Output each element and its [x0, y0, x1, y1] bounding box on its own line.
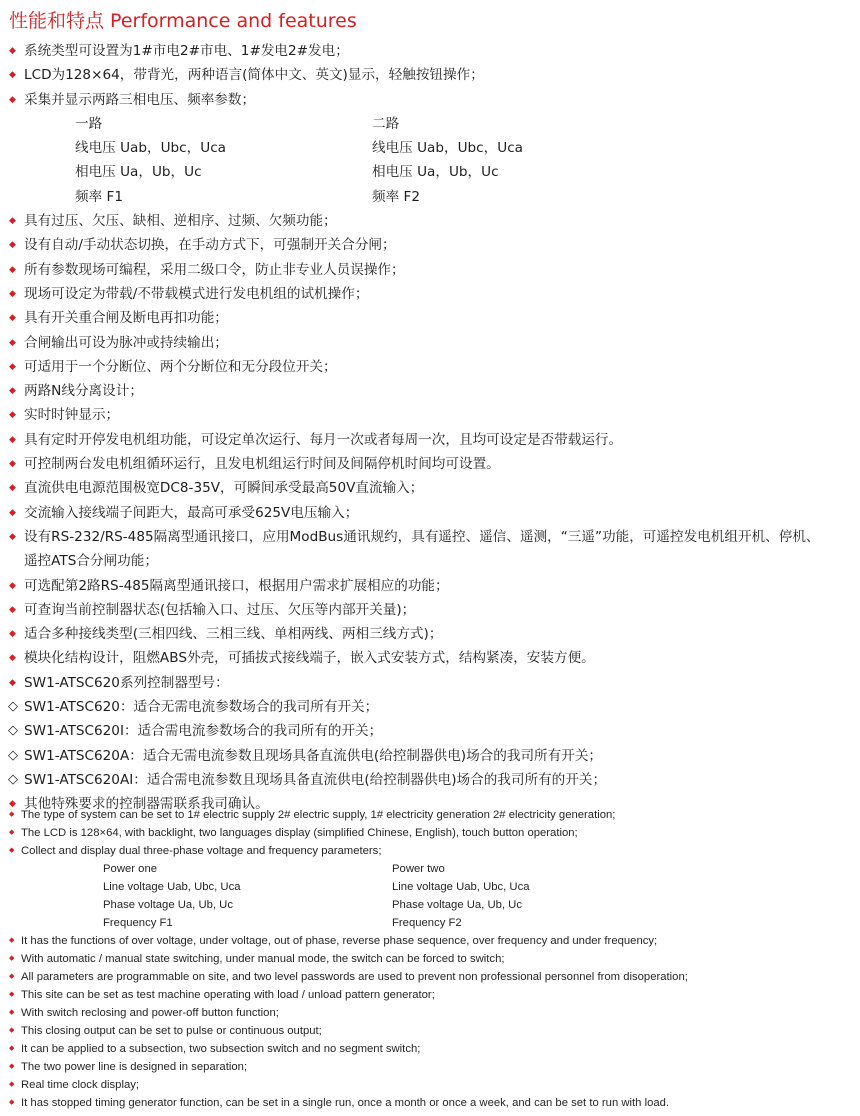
parameter-row — [0, 136, 860, 160]
list-item — [0, 39, 860, 63]
red-diamond-bullet-icon: ◆ — [9, 1045, 15, 1052]
list-item-text: It has the functions of over voltage, under voltage, out of phase, reverse phase sequence, over frequency and under frequency; — [21, 935, 658, 947]
list-item — [0, 824, 860, 842]
list-item — [0, 695, 860, 719]
power-two-cell: 二路 — [372, 115, 400, 132]
red-diamond-bullet-icon: ◆ — [9, 410, 16, 421]
list-item — [0, 574, 860, 598]
list-item — [0, 1058, 860, 1076]
list-item — [0, 355, 860, 379]
red-diamond-bullet-icon: ◆ — [9, 483, 16, 494]
red-diamond-bullet-icon: ◆ — [9, 288, 16, 299]
parameter-row — [0, 112, 860, 136]
red-diamond-bullet-icon: ◆ — [9, 531, 16, 542]
list-item-text: 可选配第2路RS-485隔离型通讯接口，根据用户需求扩展相应的功能； — [24, 577, 449, 594]
list-item-text: 所有参数现场可编程，采用二级口令，防止非专业人员误操作； — [24, 261, 405, 278]
list-item — [0, 1040, 860, 1058]
power-two-cell: Frequency F2 — [392, 917, 462, 929]
list-item-text: 具有定时开停发电机组功能，可设定单次运行、每月一次或者每周一次，且均可设定是否带载运行。 — [24, 431, 623, 448]
list-item — [0, 671, 860, 695]
power-one-cell: Phase voltage Ua, Ub, Uc — [103, 899, 233, 911]
power-two-cell: 线电压 Uab，Ubc，Uca — [372, 140, 524, 157]
list-item-text: Real time clock display; — [21, 1079, 140, 1091]
list-item — [0, 842, 860, 860]
list-item — [0, 306, 860, 330]
list-item-text: LCD为128×64，带背光，两种语言(简体中文、英文)显示，轻触按钮操作； — [24, 67, 484, 84]
red-diamond-bullet-icon: ◆ — [9, 580, 16, 591]
power-one-cell: Line voltage Uab, Ubc, Uca — [103, 881, 241, 893]
list-item-text: 具有开关重合闸及断电再扣功能； — [24, 310, 228, 327]
red-diamond-bullet-icon: ◆ — [9, 1009, 15, 1016]
list-item — [0, 806, 860, 824]
list-item-text: 设有自动/手动状态切换，在手动方式下，可强制开关合分闸； — [24, 237, 396, 254]
power-one-cell: Power one — [103, 863, 158, 875]
list-item — [0, 403, 860, 427]
red-diamond-bullet-icon: ◆ — [9, 937, 15, 944]
red-diamond-bullet-icon: ◆ — [9, 1027, 15, 1034]
list-item-text: 设有RS-232/RS-485隔离型通讯接口，应用ModBus通讯规约，具有遥控、遥信、遥测，“三遥”功能，可遥控发电机组开机、停机、 — [24, 528, 820, 545]
red-diamond-bullet-icon: ◆ — [9, 1099, 15, 1106]
list-item-text: 合闸输出可设为脉冲或持续输出； — [24, 334, 228, 351]
red-diamond-bullet-icon: ◆ — [9, 507, 16, 518]
red-diamond-bullet-icon: ◆ — [9, 216, 16, 227]
list-item — [0, 719, 860, 743]
list-item-text: 其他特殊要求的控制器需联系我司确认。 — [24, 796, 269, 813]
power-one-cell: 一路 — [75, 115, 103, 132]
list-item-text: The LCD is 128×64, with backlight, two languages display (simplified Chinese, English), touch button operation; — [21, 827, 578, 839]
list-item — [0, 598, 860, 622]
power-two-cell: Line voltage Uab, Ubc, Uca — [392, 881, 530, 893]
list-item-text: It has stopped timing generator function, can be set in a single run, once a month or once a week, and can be set to run with load. — [21, 1097, 670, 1109]
power-two-cell: 频率 F2 — [372, 188, 420, 205]
list-item-text: This closing output can be set to pulse or continuous output; — [21, 1025, 322, 1037]
list-item-text: SW1-ATSC620I：适合需电流参数场合的我司所有的开关； — [24, 723, 383, 740]
list-item — [0, 744, 860, 768]
list-item-text: 交流输入接线端子间距大，最高可承受625V电压输入； — [24, 504, 359, 521]
red-diamond-bullet-icon: ◆ — [9, 604, 16, 615]
list-item — [0, 233, 860, 257]
list-item — [0, 501, 860, 525]
list-item — [0, 1004, 860, 1022]
red-diamond-bullet-icon: ◆ — [9, 811, 15, 818]
list-item-text: 系统类型可设置为1#市电2#市电、1#发电2#发电； — [24, 43, 349, 59]
list-item — [0, 428, 860, 452]
red-diamond-bullet-icon: ◆ — [9, 337, 16, 348]
list-item-text: SW1-ATSC620AI：适合需电流参数且现场具备直流供电(给控制器供电)场合的我司所有的开关； — [24, 771, 607, 788]
list-item-text: 两路N线分离设计； — [24, 383, 143, 400]
list-item-text: This site can be set as test machine operating with load / unload pattern generator; — [21, 989, 435, 1001]
hollow-diamond-bullet-icon: ◇ — [8, 747, 18, 763]
hollow-diamond-bullet-icon: ◇ — [8, 723, 18, 739]
parameter-row — [0, 160, 860, 184]
list-item — [0, 986, 860, 1004]
power-one-cell: 频率 F1 — [75, 188, 123, 205]
red-diamond-bullet-icon: ◆ — [9, 240, 16, 251]
list-item — [0, 622, 860, 646]
chinese-feature-list — [0, 39, 860, 817]
list-item — [0, 88, 860, 112]
list-item — [0, 258, 860, 282]
power-two-cell: 相电压 Ua，Ub，Uc — [372, 164, 499, 181]
list-item-text: SW1-ATSC620系列控制器型号： — [24, 674, 229, 691]
list-item — [0, 452, 860, 476]
list-item-text: 模块化结构设计，阻燃ABS外壳，可插拔式接线端子，嵌入式安装方式，结构紧凑，安装方便。 — [24, 650, 595, 667]
list-item-text: 具有过压、欠压、缺相、逆相序、过频、欠频功能； — [24, 213, 337, 230]
list-item-text: SW1-ATSC620：适合无需电流参数场合的我司所有开关； — [24, 699, 379, 716]
list-item — [0, 1076, 860, 1094]
list-item — [0, 646, 860, 670]
red-diamond-bullet-icon: ◆ — [9, 386, 16, 397]
list-item-text: All parameters are programmable on site, and two level passwords are used to prevent non professional personnel from disoperation; — [21, 971, 688, 983]
list-item — [0, 549, 860, 573]
red-diamond-bullet-icon: ◆ — [9, 1081, 15, 1088]
red-diamond-bullet-icon: ◆ — [9, 973, 15, 980]
list-item — [0, 63, 860, 87]
list-item-text: 可查询当前控制器状态(包括输入口、过压、欠压等内部开关量)； — [24, 601, 416, 618]
list-item — [0, 331, 860, 355]
list-item-text: 可适用于一个分断位、两个分断位和无分段位开关； — [24, 358, 337, 375]
red-diamond-bullet-icon: ◆ — [9, 955, 15, 962]
red-diamond-bullet-icon: ◆ — [9, 70, 16, 81]
parameter-row — [0, 878, 860, 896]
list-item-text: The two power line is designed in separation; — [21, 1061, 248, 1073]
parameter-row — [0, 914, 860, 932]
list-item-text: 采集并显示两路三相电压、频率参数； — [24, 91, 256, 108]
list-item — [0, 950, 860, 968]
red-diamond-bullet-icon: ◆ — [9, 264, 16, 275]
red-diamond-bullet-icon: ◆ — [9, 629, 16, 640]
red-diamond-bullet-icon: ◆ — [9, 46, 16, 56]
red-diamond-bullet-icon: ◆ — [9, 361, 16, 372]
red-diamond-bullet-icon: ◆ — [9, 829, 15, 836]
list-item — [0, 932, 860, 950]
hollow-diamond-bullet-icon: ◇ — [8, 771, 18, 787]
list-item — [0, 968, 860, 986]
list-item-text: With switch reclosing and power-off button function; — [21, 1007, 279, 1019]
red-diamond-bullet-icon: ◆ — [9, 991, 15, 998]
list-item-text: 适合多种接线类型(三相四线、三相三线、单相两线、两相三线方式)； — [24, 626, 443, 643]
power-one-cell: 相电压 Ua，Ub，Uc — [75, 164, 202, 181]
list-item-text: SW1-ATSC620A：适合无需电流参数且现场具备直流供电(给控制器供电)场合的我司所有开关； — [24, 747, 603, 764]
list-item-text: 直流供电电源范围极宽DC8-35V，可瞬间承受最高50V直流输入； — [24, 480, 424, 497]
list-item — [0, 476, 860, 500]
list-item-text: 可控制两台发电机组循环运行，且发电机组运行时间及间隔停机时间均可设置。 — [24, 456, 500, 473]
red-diamond-bullet-icon: ◆ — [9, 1063, 15, 1070]
parameter-row — [0, 185, 860, 209]
parameter-row — [0, 896, 860, 914]
red-diamond-bullet-icon: ◆ — [9, 459, 16, 470]
list-item-text: 现场可设定为带载/不带载模式进行发电机组的试机操作； — [24, 285, 369, 302]
red-diamond-bullet-icon: ◆ — [9, 653, 16, 664]
english-feature-list — [0, 806, 860, 1112]
list-item — [0, 768, 860, 792]
parameter-row — [0, 860, 860, 878]
red-diamond-bullet-icon: ◆ — [9, 677, 16, 688]
list-item — [0, 1094, 860, 1112]
hollow-diamond-bullet-icon: ◇ — [8, 699, 18, 715]
red-diamond-bullet-icon: ◆ — [9, 313, 16, 324]
section-title: 性能和特点 Performance and features — [9, 10, 357, 32]
list-item — [0, 1022, 860, 1040]
red-diamond-bullet-icon: ◆ — [9, 94, 16, 105]
power-one-cell: Frequency F1 — [103, 917, 173, 929]
list-item-text: It can be applied to a subsection, two subsection switch and no segment switch; — [21, 1043, 421, 1055]
list-item — [0, 282, 860, 306]
power-one-cell: 线电压 Uab，Ubc，Uca — [75, 140, 227, 157]
list-item-text: The type of system can be set to 1# electric supply 2# electric supply, 1# electricity generation 2# electricity generation; — [21, 809, 616, 821]
list-item-text: 遥控ATS合分闸功能； — [24, 553, 158, 570]
list-item — [0, 525, 860, 549]
list-item — [0, 209, 860, 233]
red-diamond-bullet-icon: ◆ — [9, 847, 15, 854]
list-item-text: 实时时钟显示； — [24, 407, 120, 424]
power-two-cell: Phase voltage Ua, Ub, Uc — [392, 899, 522, 911]
red-diamond-bullet-icon: ◆ — [9, 434, 16, 445]
list-item-text: With automatic / manual state switching, under manual mode, the switch can be forced to switch; — [21, 953, 505, 965]
power-two-cell: Power two — [392, 863, 445, 875]
red-diamond-bullet-icon: ◆ — [9, 799, 16, 810]
list-item — [0, 379, 860, 403]
list-item-text: Collect and display dual three-phase voltage and frequency parameters; — [21, 845, 382, 857]
